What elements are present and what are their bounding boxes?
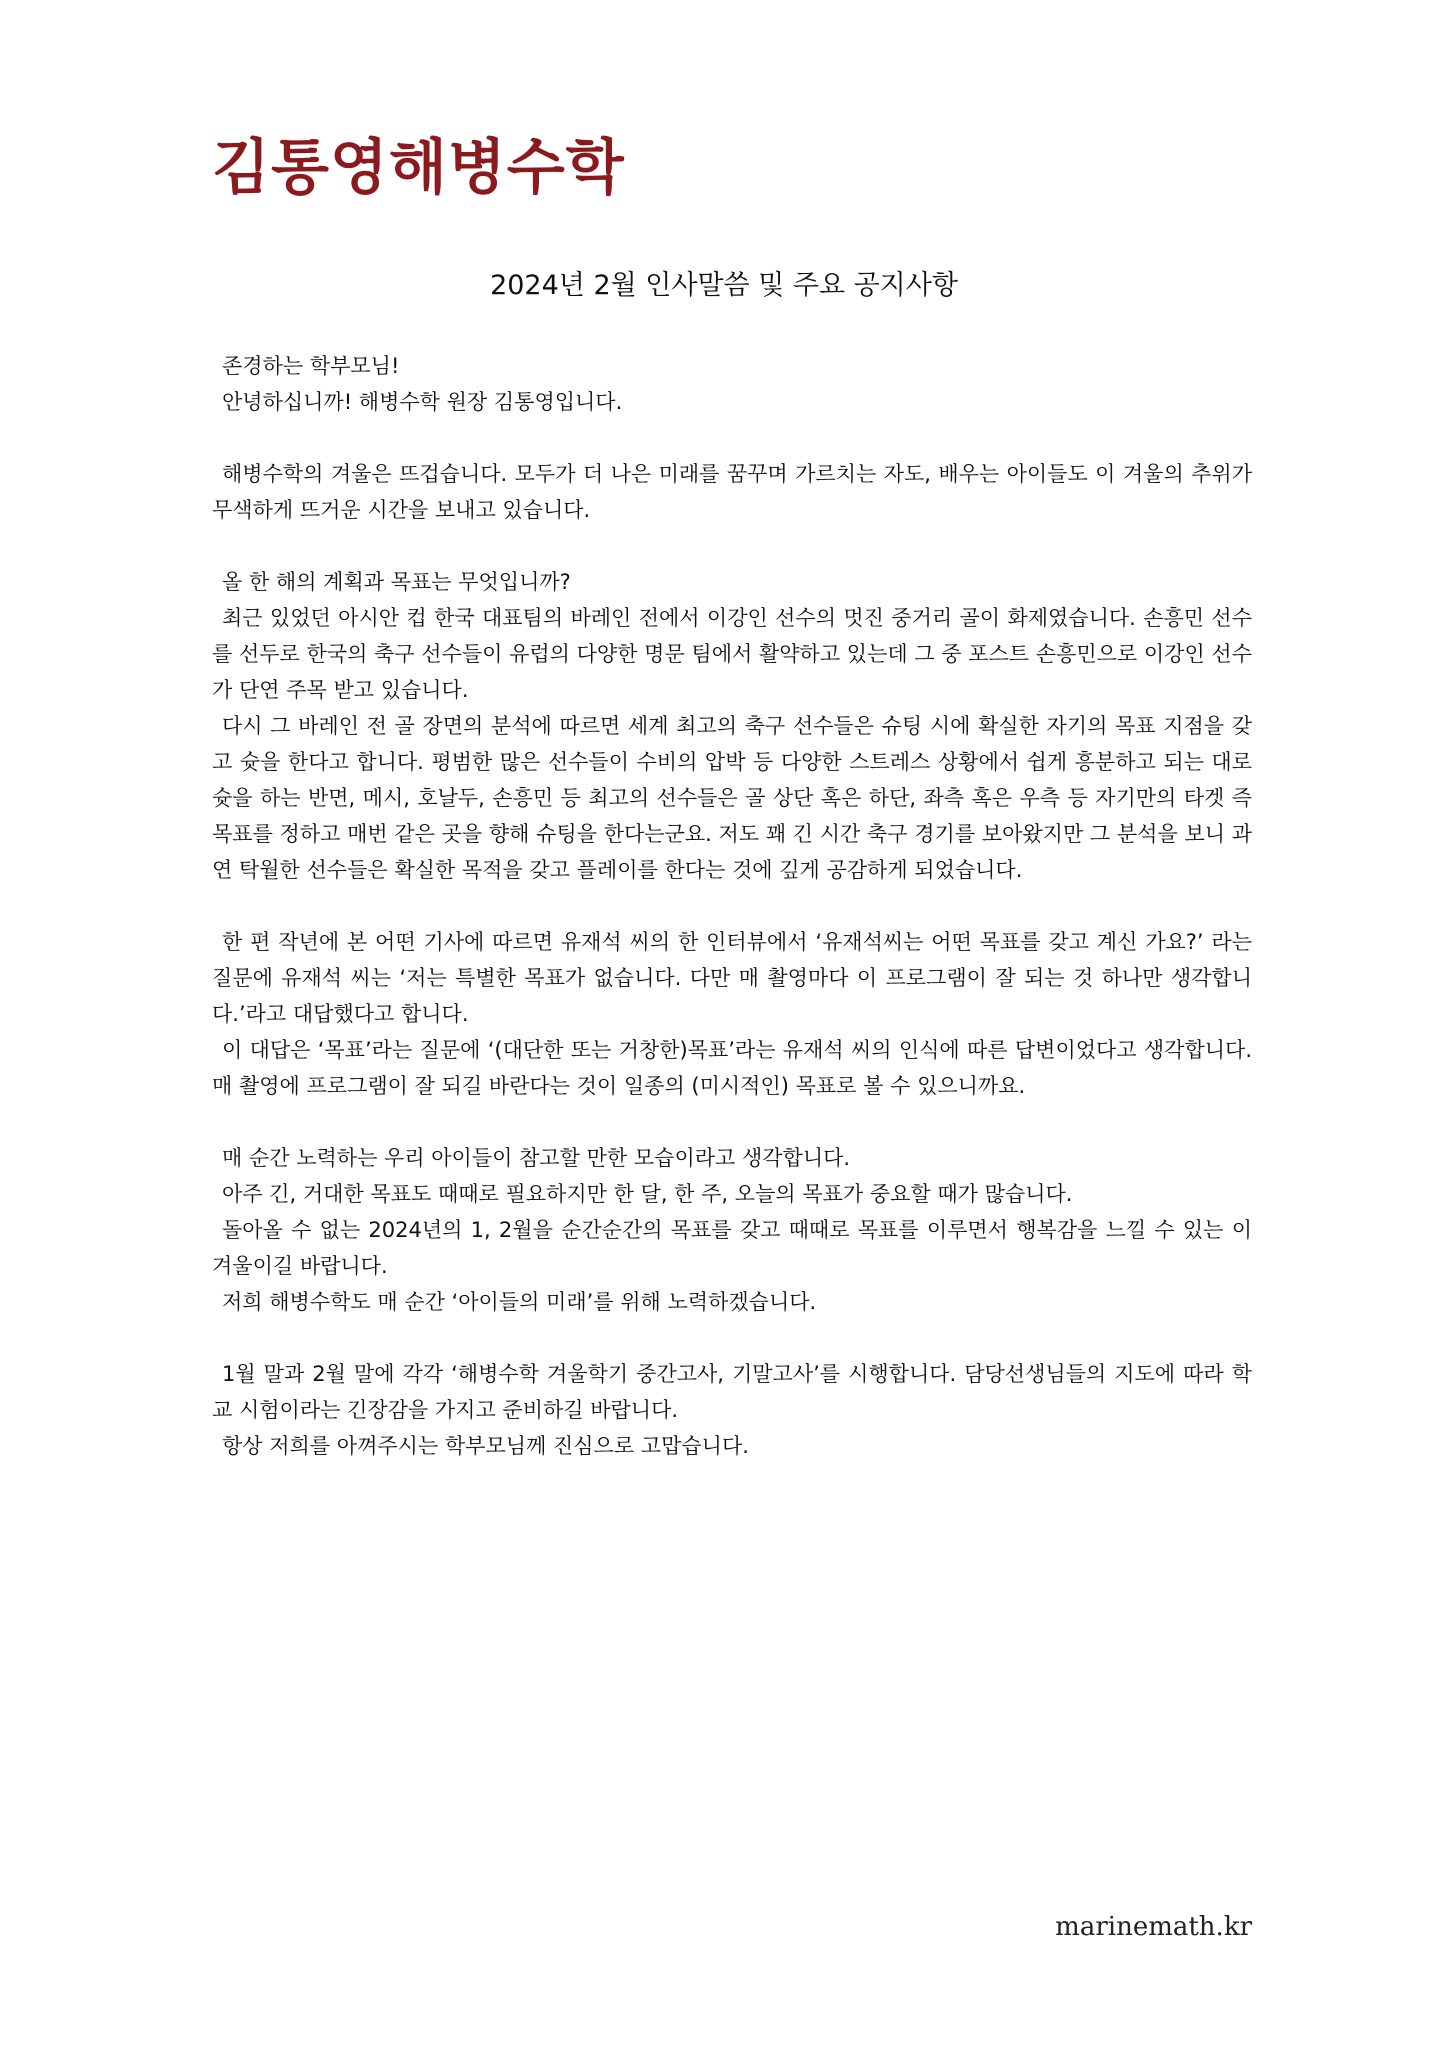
paragraph-greeting: [212, 348, 1252, 420]
paragraph-moments: [212, 1140, 1252, 1320]
text-line: 이 대답은 ‘목표’라는 질문에 ‘(대단한 또는 거창한)목표’라는 유재석 씨의 인식에 따른 답변이었다고 생각합니다. 매 촬영에 프로그램이 잘 되길 바란다는 것이 일종의 (미시적인) 목표로 볼 수 있으니까요.: [212, 1038, 1252, 1098]
paragraph-exams: [212, 1356, 1252, 1464]
text-line: 저희 해병수학도 매 순간 ‘아이들의 미래’를 위해 노력하겠습니다.: [222, 1290, 817, 1314]
paragraph-winter: [212, 456, 1252, 528]
text-line: 매 순간 노력하는 우리 아이들이 참고할 만한 모습이라고 생각합니다.: [222, 1146, 851, 1170]
text-line: 최근 있었던 아시안 컵 한국 대표팀의 바레인 전에서 이강인 선수의 멋진 중거리 골이 화제였습니다. 손흥민 선수를 선두로 한국의 축구 선수들이 유럽의 다양한 명문 팀에서 활약하고 있는데 그 중 포스트 손흥민으로 이강인 선수가 단연 주목 받고 있습니다.: [212, 606, 1252, 702]
text-line: 한 편 작년에 본 어떤 기사에 따르면 유재석 씨의 한 인터뷰에서 ‘유재석씨는 어떤 목표를 갖고 계신 가요?’ 라는 질문에 유재석 씨는 ‘저는 특별한 목표가 없습니다. 다만 매 촬영마다 이 프로그램이 잘 되는 것 하나만 생각합니다.’라고 대답했다고 합니다.: [212, 930, 1252, 1026]
text-line: 다시 그 바레인 전 골 장면의 분석에 따르면 세계 최고의 축구 선수들은 슈팅 시에 확실한 자기의 목표 지점을 갖고 슛을 한다고 합니다. 평범한 많은 선수들이 수비의 압박 등 다양한 스트레스 상황에서 쉽게 흥분하고 되는 대로 슛을 하는 반면, 메시, 호날두, 손흥민 등 최고의 선수들은 골 상단 혹은 하단, 좌측 혹은 우측 등 자기만의 타겟 즉 목표를 정하고 매번 같은 곳을 향해 슈팅을 한다는군요. 저도 꽤 긴 시간 축구 경기를 보아왔지만 그 분석을 보니 과연 탁월한 선수들은 확실한 목적을 갖고 플레이를 한다는 것에 깊게 공감하게 되었습니다.: [212, 714, 1252, 882]
text-line: 1월 말과 2월 말에 각각 ‘해병수학 겨울학기 중간고사, 기말고사’를 시행합니다. 담당선생님들의 지도에 따라 학교 시험이라는 긴장감을 가지고 준비하길 바랍니다.: [212, 1362, 1252, 1422]
paragraph-goals: [212, 564, 1252, 888]
text-line: 아주 긴, 거대한 목표도 때때로 필요하지만 한 달, 한 주, 오늘의 목표가 중요할 때가 많습니다.: [222, 1182, 1073, 1206]
letter-body: [212, 348, 1252, 1464]
footer-site-url: marinemath.kr: [1055, 1912, 1252, 1942]
text-line: 해병수학의 겨울은 뜨겁습니다. 모두가 더 나은 미래를 꿈꾸며 가르치는 자도, 배우는 아이들도 이 겨울의 추위가 무색하게 뜨거운 시간을 보내고 있습니다.: [212, 462, 1252, 522]
brand-logo: 김통영해병수학: [212, 133, 625, 203]
text-line: 올 한 해의 계획과 목표는 무엇입니까?: [222, 570, 571, 594]
page-title: 2024년 2월 인사말씀 및 주요 공지사항: [490, 270, 958, 301]
paragraph-interview: [212, 924, 1252, 1104]
text-line: 존경하는 학부모님!: [222, 354, 400, 378]
text-line: 안녕하십니까! 해병수학 원장 김통영입니다.: [222, 390, 623, 414]
text-line: 돌아올 수 없는 2024년의 1, 2월을 순간순간의 목표를 갖고 때때로 목표를 이루면서 행복감을 느낄 수 있는 이 겨울이길 바랍니다.: [212, 1218, 1252, 1278]
text-line: 항상 저희를 아껴주시는 학부모님께 진심으로 고맙습니다.: [222, 1434, 749, 1458]
